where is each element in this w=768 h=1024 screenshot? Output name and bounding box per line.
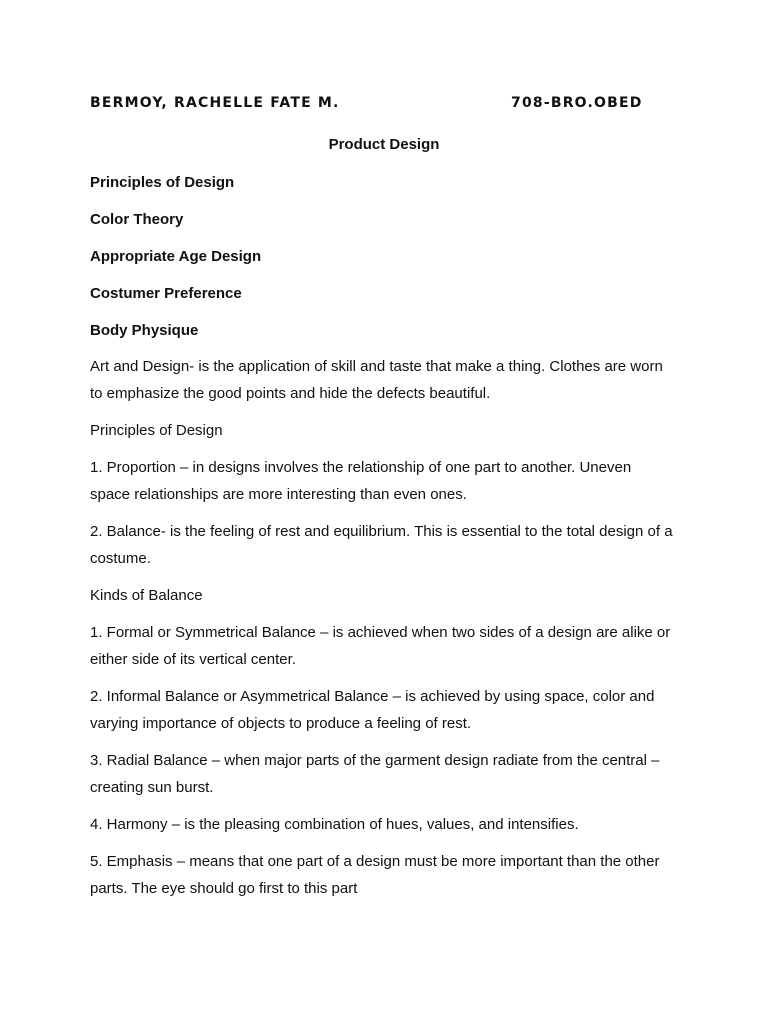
paragraph-line: Kinds of Balance [90,587,203,604]
paragraph-line: space relationships are more interesting than even ones. [90,486,467,503]
paragraph-line: 5. Emphasis – means that one part of a design must be more important than the other [90,853,660,870]
paragraph-line: 1. Formal or Symmetrical Balance – is achieved when two sides of a design are alike or [90,624,671,641]
paragraph-line: either side of its vertical center. [90,651,296,668]
section-heading-kinds-of-balance [90,582,690,609]
paragraph-line: 1. Proportion – in designs involves the relationship of one part to another. Uneven [90,459,632,476]
paragraph-balance [90,518,690,572]
paragraph-proportion [90,454,690,508]
topic-appropriate-age-design: Appropriate Age Design [90,248,262,265]
section-heading-principles [90,417,690,444]
paragraph-line: costume. [90,550,151,567]
paragraph-line: creating sun burst. [90,779,214,796]
paragraph-line: 3. Radial Balance – when major parts of the garment design radiate from the central – [90,752,660,769]
paragraph-line: to emphasize the good points and hide the defects beautiful. [90,385,491,402]
topic-body-physique: Body Physique [90,322,199,339]
topic-principles-of-design: Principles of Design [90,174,235,191]
paragraph-art-and-design [90,353,690,407]
topic-costumer-preference: Costumer Preference [90,285,242,302]
paragraph-line: Art and Design- is the application of skill and taste that make a thing. Clothes are worn [90,358,663,375]
topic-color-theory: Color Theory [90,211,184,228]
paragraph-line: parts. The eye should go first to this part [90,880,358,897]
paragraph-line: Principles of Design [90,422,223,439]
section-code: 708-BRO.OBED [511,95,643,111]
paragraph-line: varying importance of objects to produce a feeling of rest. [90,715,472,732]
paragraph-formal-balance [90,619,690,673]
paragraph-line: 2. Balance- is the feeling of rest and equilibrium. This is essential to the total design of a [90,523,673,540]
paragraph-radial-balance [90,747,690,801]
paragraph-line: 4. Harmony – is the pleasing combination of hues, values, and intensifies. [90,816,579,833]
paragraph-informal-balance [90,683,690,737]
paragraph-line: 2. Informal Balance or Asymmetrical Balance – is achieved by using space, color and [90,688,655,705]
paragraph-emphasis [90,848,690,902]
paragraph-harmony [90,811,690,838]
student-name: BERMOY, RACHELLE FATE M. [90,95,340,111]
document-title: Product Design [328,136,440,153]
